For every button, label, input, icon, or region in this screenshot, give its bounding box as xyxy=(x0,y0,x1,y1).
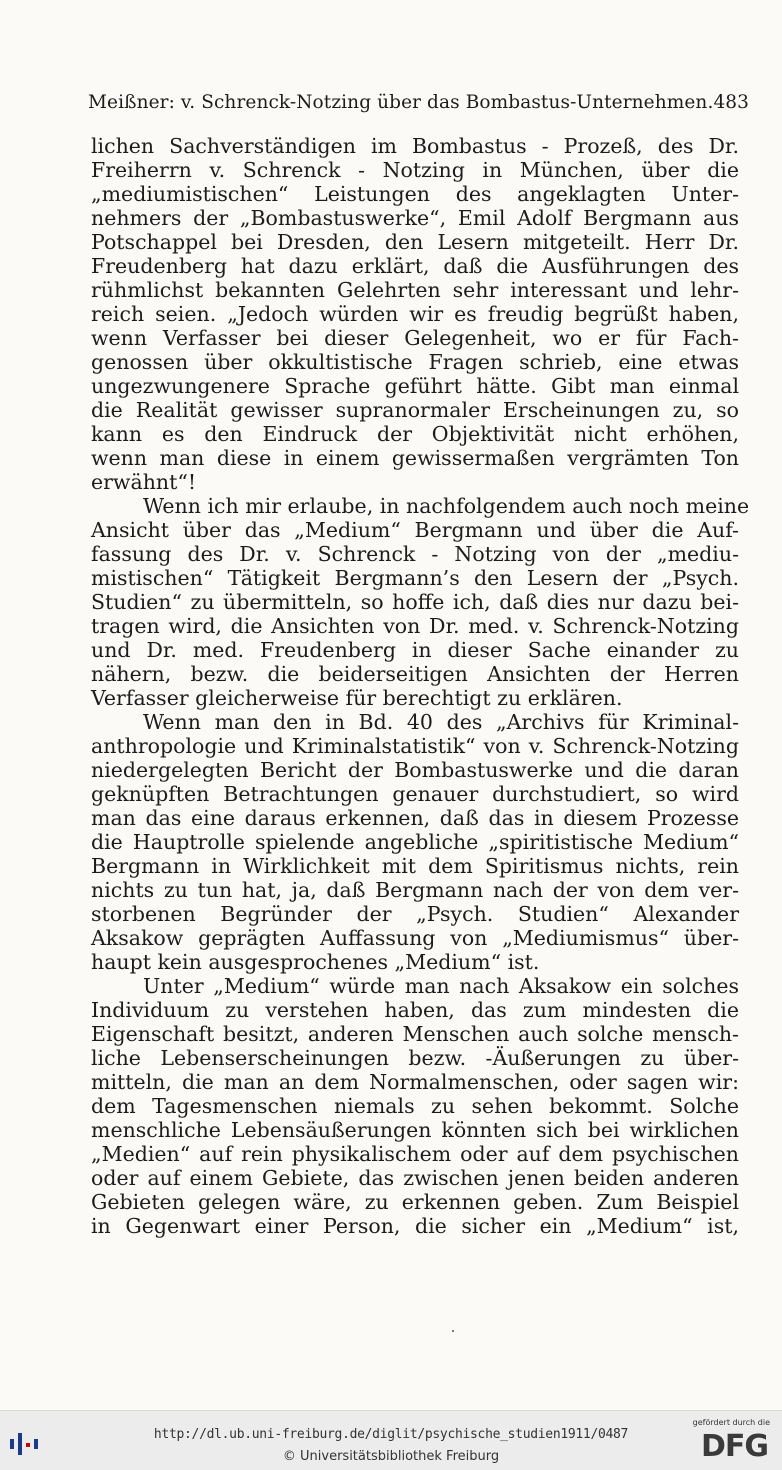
text-line: nähern, bezw. die beiderseitigen Ansichten der Herren xyxy=(91,662,739,686)
text-line: nehmers der „Bombastuswerke“, Emil Adolf Bergmann aus xyxy=(91,206,739,230)
text-line: Verfasser gleicherweise für berechtigt zu erklären. xyxy=(91,686,623,710)
text-line: mitteln, die man an dem Normalmenschen, oder sagen wir: xyxy=(91,1070,739,1094)
text-line: Bergmann in Wirklichkeit mit dem Spiritismus nichts, rein xyxy=(91,854,739,878)
header-title: Meißner: v. Schrenck-Notzing über das Bombastus-Unternehmen. xyxy=(88,92,714,113)
text-line: Freiherrn v. Schrenck - Notzing in München, über die xyxy=(91,158,739,182)
text-line: die Realität gewisser supranormaler Erscheinungen zu, so xyxy=(91,398,739,422)
text-line: wenn Verfasser bei dieser Gelegenheit, wo er für Fach- xyxy=(91,326,739,350)
text-line: geknüpften Betrachtungen genauer durchstudiert, so wird xyxy=(91,782,739,806)
text-line: Aksakow geprägten Auffassung von „Mediumismus“ über- xyxy=(91,926,739,950)
text-line: Freudenberg hat dazu erklärt, daß die Ausführungen des xyxy=(91,254,739,278)
text-line: tragen wird, die Ansichten von Dr. med. v. Schrenck-Notzing xyxy=(91,614,739,638)
text-line: Studien“ zu übermitteln, so hoffe ich, daß dies nur dazu bei- xyxy=(91,590,739,614)
text-line: erwähnt“! xyxy=(91,470,197,494)
body-text xyxy=(91,134,750,1238)
text-line: nichts zu tun hat, ja, daß Bergmann nach der von dem ver- xyxy=(91,878,739,902)
text-line: oder auf einem Gebiete, das zwischen jenen beiden anderen xyxy=(91,1166,739,1190)
text-line: wenn man diese in einem gewissermaßen vergrämten Ton xyxy=(91,446,739,470)
text-line: Gebieten gelegen wäre, zu erkennen geben. Zum Beispiel xyxy=(91,1190,739,1214)
text-line: menschliche Lebensäußerungen könnten sich bei wirklichen xyxy=(91,1118,739,1142)
dfg-caption: gefördert durch die xyxy=(692,1418,770,1427)
text-line: Ansicht über das „Medium“ Bergmann und über die Auf- xyxy=(91,518,739,542)
viewer-footer xyxy=(0,1410,782,1470)
text-line: in Gegenwart einer Person, die sicher ein „Medium“ ist, xyxy=(91,1214,739,1238)
text-line: anthropologie und Kriminalstatistik“ von v. Schrenck-Notzing xyxy=(91,734,739,758)
text-line: fassung des Dr. v. Schrenck - Notzing von der „mediu- xyxy=(91,542,739,566)
text-line: lichen Sachverständigen im Bombastus - Prozeß, des Dr. xyxy=(91,134,739,158)
ink-speck xyxy=(452,1330,454,1332)
text-line: Potschappel bei Dresden, den Lesern mitgeteilt. Herr Dr. xyxy=(91,230,739,254)
text-line: haupt kein ausgesprochenes „Medium“ ist. xyxy=(91,950,540,974)
running-header xyxy=(88,92,750,113)
text-line: und Dr. med. Freudenberg in dieser Sache einander zu xyxy=(91,638,739,662)
text-line: Wenn man den in Bd. 40 des „Archivs für Kriminal- xyxy=(143,710,739,734)
text-line: kann es den Eindruck der Objektivität nicht erhöhen, xyxy=(91,422,739,446)
text-line: die Hauptrolle spielende angebliche „spiritistische Medium“ xyxy=(91,830,739,854)
text-line: man das eine daraus erkennen, daß das in diesem Prozesse xyxy=(91,806,739,830)
text-line: ungezwungenere Sprache geführt hätte. Gibt man einmal xyxy=(91,374,739,398)
permalink-url[interactable]: http://dl.ub.uni-freiburg.de/diglit/psychische_studien1911/0487 xyxy=(153,1427,629,1442)
text-line: „mediumistischen“ Leistungen des angeklagten Unter- xyxy=(91,182,739,206)
text-line: liche Lebenserscheinungen bezw. -Äußerungen zu über- xyxy=(91,1046,739,1070)
text-line: Unter „Medium“ würde man nach Aksakow ein solches xyxy=(143,974,739,998)
text-line: Wenn ich mir erlaube, in nachfolgendem auch noch meine xyxy=(143,494,750,518)
text-line: genossen über okkultistische Fragen schrieb, eine etwas xyxy=(91,350,739,374)
text-line: reich seien. „Jedoch würden wir es freudig begrüßt haben, xyxy=(91,302,739,326)
text-line: Individuum zu verstehen haben, das zum mindesten die xyxy=(91,998,739,1022)
text-line: „Medien“ auf rein physikalischem oder auf dem psychischen xyxy=(91,1142,739,1166)
text-line: dem Tagesmenschen niemals zu sehen bekommt. Solche xyxy=(91,1094,739,1118)
text-line: mistischen“ Tätigkeit Bergmann’s den Lesern der „Psych. xyxy=(91,566,739,590)
text-line: rühmlichst bekannten Gelehrten sehr interessant und lehr- xyxy=(91,278,739,302)
text-line: niedergelegten Bericht der Bombastuswerke und die daran xyxy=(91,758,739,782)
dfg-logo: DFG xyxy=(700,1429,768,1464)
text-line: storbenen Begründer der „Psych. Studien“ Alexander xyxy=(91,902,739,926)
copyright-notice: © Universitätsbibliothek Freiburg xyxy=(282,1449,500,1464)
text-line: Eigenschaft besitzt, anderen Menschen auch solche mensch- xyxy=(91,1022,739,1046)
page-number: 483 xyxy=(713,92,750,113)
